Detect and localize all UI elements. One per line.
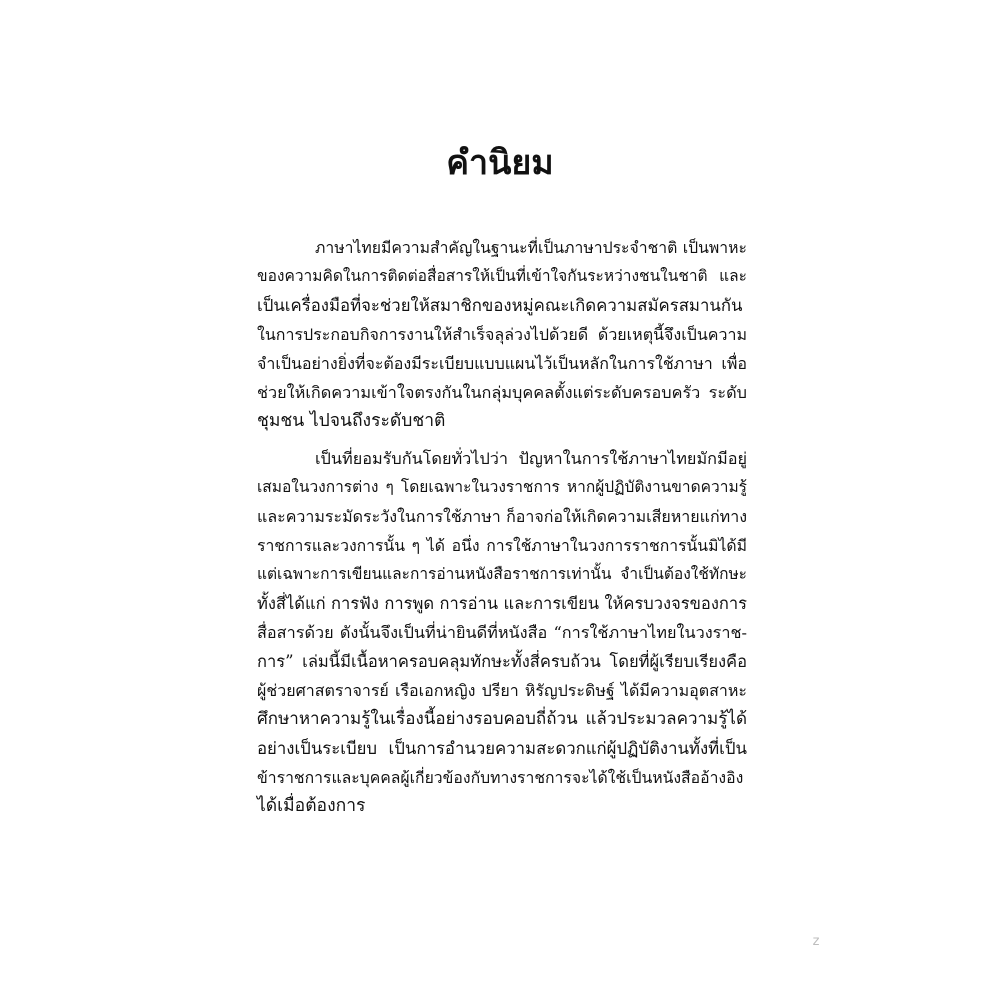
paragraph-2 <box>257 444 747 821</box>
paragraph-line: และความระมัดระวังในการใช้ภาษา ก็อาจก่อให้เกิดความเสียหายแก่ทาง <box>257 507 747 526</box>
paragraph-line: ของความคิดในการติดต่อสื่อสารให้เป็นที่เข้าใจกันระหว่างชนในชาติ และ <box>257 267 747 285</box>
paragraph-line: ทั้งสี่ได้แก่ การฟัง การพูด การอ่าน และการเขียน ให้ครบวงจรของการ <box>257 594 747 613</box>
page-title: คำนิยม <box>446 143 554 183</box>
paragraph-line: เป็นที่ยอมรับกันโดยทั่วไปว่า ปัญหาในการใช้ภาษาไทยมักมีอยู่ <box>315 449 747 468</box>
paragraph-line: ศึกษาหาความรู้ในเรื่องนี้อย่างรอบคอบถี่ถ้วน แล้วประมวลความรู้ได้ <box>257 709 747 729</box>
paragraph-line: แต่เฉพาะการเขียนและการอ่านหนังสือราชการเท่านั้น จำเป็นต้องใช้ทักษะ <box>257 565 747 583</box>
paragraph-line: ข้าราชการและบุคคลผู้เกี่ยวข้องกับทางราชการจะได้ใช้เป็นหนังสืออ้างอิง <box>257 768 744 787</box>
paragraph-line: ราชการและวงการนั้น ๆ ได้ อนึ่ง การใช้ภาษาในวงการราชการนั้นมิได้มี <box>257 536 747 555</box>
page-number: z <box>812 934 820 949</box>
paragraph-line: อย่างเป็นระเบียบ เป็นการอำนวยความสะดวกแก่ผู้ปฏิบัติงานทั้งที่เป็น <box>257 738 747 758</box>
paragraph-line: เป็นเครื่องมือที่จะช่วยให้สมาชิกของหมู่คณะเกิดความสมัครสมานกัน <box>257 295 743 315</box>
paragraph-1 <box>257 233 747 436</box>
paragraph-line: การ” เล่มนี้มีเนื้อหาครอบคลุมทักษะทั้งสี่ครบถ้วน โดยที่ผู้เรียบเรียงคือ <box>257 652 747 671</box>
paragraph-line: ชุมชน ไปจนถึงระดับชาติ <box>257 411 446 431</box>
paragraph-line: ในการประกอบกิจการงานให้สำเร็จลุล่วงไปด้วยดี ด้วยเหตุนี้จึงเป็นความ <box>257 325 747 344</box>
paragraph-line: ภาษาไทยมีความสำคัญในฐานะที่เป็นภาษาประจำชาติ เป็นพาหะ <box>315 238 747 257</box>
paragraph-line: ผู้ช่วยศาสตราจารย์ เรือเอกหญิง ปรียา หิรัญประดิษฐ์ ได้มีความอุตสาหะ <box>257 681 747 700</box>
paragraph-line: สื่อสารด้วย ดังนั้นจึงเป็นที่น่ายินดีที่หนังสือ “การใช้ภาษาไทยในวงราช- <box>257 623 747 642</box>
paragraph-line: จำเป็นอย่างยิ่งที่จะต้องมีระเบียบแบบแผนไว้เป็นหลักในการใช้ภาษา เพื่อ <box>257 354 747 373</box>
paragraph-line: เสมอในวงการต่าง ๆ โดยเฉพาะในวงราชการ หากผู้ปฏิบัติงานขาดความรู้ <box>257 478 747 496</box>
paragraph-line: ช่วยให้เกิดความเข้าใจตรงกันในกลุ่มบุคคลตั้งแต่ระดับครอบครัว ระดับ <box>257 383 747 402</box>
paragraph-line: ได้เมื่อต้องการ <box>257 796 366 816</box>
